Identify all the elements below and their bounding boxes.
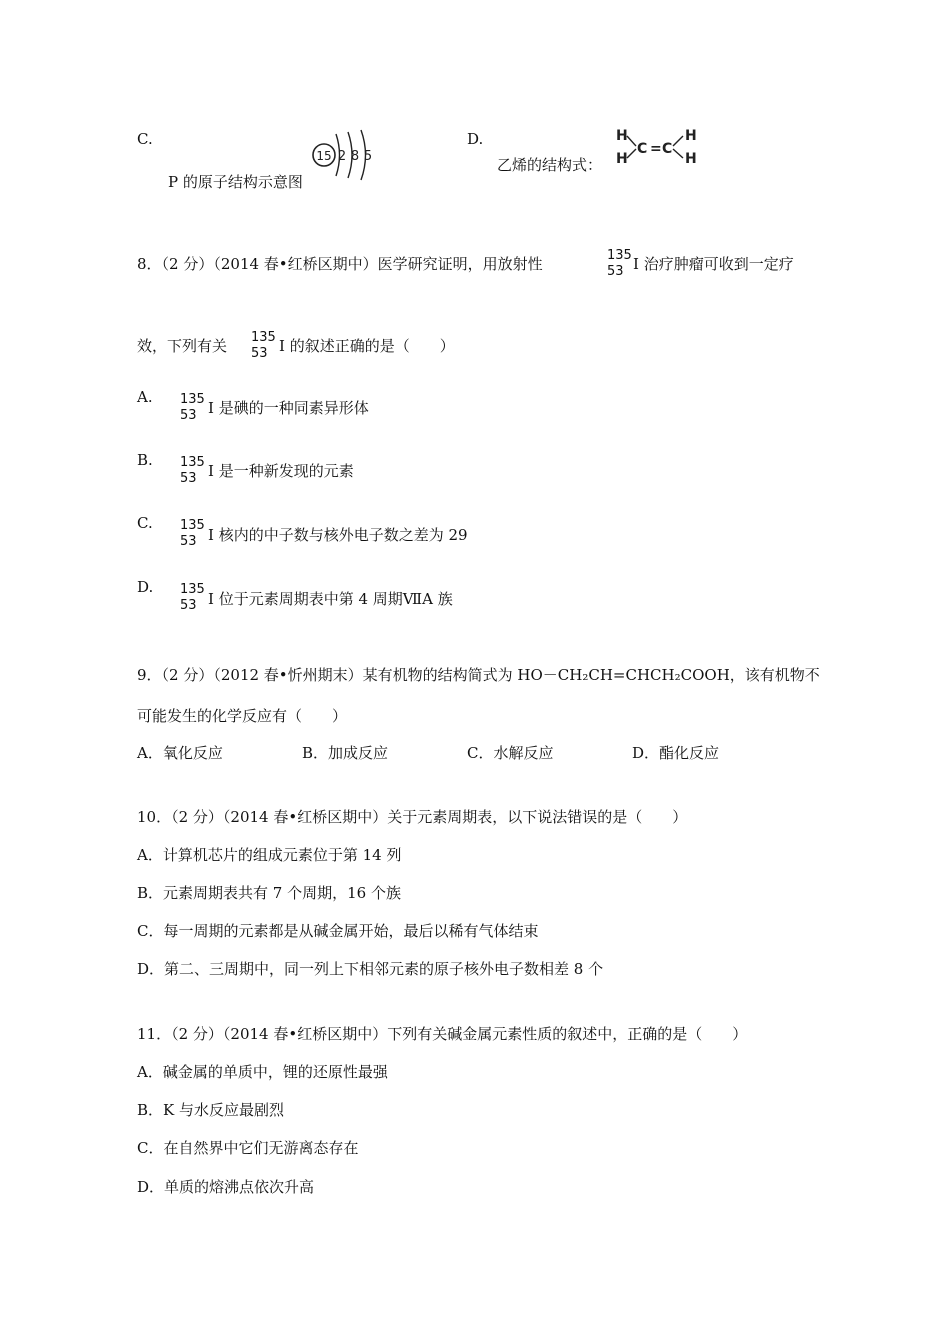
q7-option-d-letter: D.: [467, 130, 484, 148]
q8-stem-line1: 8．（2 分）（2014 春•红桥区期中）医学研究证明，用放射性: [137, 255, 543, 273]
mass-number: 135: [180, 455, 205, 470]
mass-number: 135: [180, 392, 205, 407]
double-bond: =: [650, 141, 662, 157]
q7-option-c-letter: C.: [137, 130, 153, 148]
q7-option-d-caption: 乙烯的结构式：: [497, 156, 603, 174]
q10-stem: 10．（2 分）（2014 春•红桥区期中）关于元素周期表，以下说法错误的是（ ）: [137, 808, 688, 826]
q8-option-a-text: I 是碘的一种同素异形体: [208, 399, 369, 417]
q8-stem-line1-end: I 治疗肿瘤可收到一定疗: [633, 255, 794, 273]
c-atom: C: [637, 141, 648, 157]
q9-option-a: A．氧化反应: [137, 744, 223, 762]
shell-2-electrons: 8: [350, 149, 360, 164]
q10-option-c: C．每一周期的元素都是从碱金属开始，最后以稀有气体结束: [137, 922, 539, 940]
h-atom: H: [616, 128, 628, 144]
p-atomic-structure-diagram: [310, 126, 380, 182]
h-atom: H: [616, 151, 628, 167]
q8-option-b-text: I 是一种新发现的元素: [208, 462, 354, 480]
q8-option-a-letter: A.: [137, 388, 153, 406]
q8-option-d-text: I 位于元素周期表中第 4 周期ⅦA 族: [208, 590, 453, 608]
q8-option-c-letter: C.: [137, 514, 153, 532]
q8-stem-line2-end: I 的叙述正确的是（ ）: [279, 337, 455, 355]
h-atom: H: [685, 151, 697, 167]
q11-option-b: B．K 与水反应最剧烈: [137, 1101, 284, 1119]
shell-3-electrons: 5: [363, 149, 373, 164]
q9-option-b: B．加成反应: [302, 744, 389, 762]
atomic-number: 53: [251, 346, 268, 361]
q7-option-c-caption: P 的原子结构示意图: [168, 173, 303, 191]
q10-option-a: A．计算机芯片的组成元素位于第 14 列: [137, 846, 402, 864]
q10-option-b: B．元素周期表共有 7 个周期，16 个族: [137, 884, 401, 902]
atomic-number: 53: [180, 598, 197, 613]
shell-1-electrons: 2: [337, 149, 347, 164]
ethylene-structural-formula: [610, 124, 702, 170]
q8-option-b-letter: B.: [137, 451, 153, 469]
atomic-number: 53: [180, 408, 197, 423]
c-atom: C: [662, 141, 673, 157]
mass-number: 135: [180, 582, 205, 597]
q8-option-c-text: I 核内的中子数与核外电子数之差为 29: [208, 526, 468, 544]
q11-option-d: D．单质的熔沸点依次升高: [137, 1178, 315, 1196]
mass-number: 135: [180, 518, 205, 533]
atomic-number: 53: [607, 264, 624, 279]
nucleus-charge: 15: [316, 149, 332, 163]
q9-stem-line2: 可能发生的化学反应有（ ）: [137, 707, 348, 725]
atomic-number: 53: [180, 471, 197, 486]
q9-stem-line1: 9．（2 分）（2012 春•忻州期末）某有机物的结构简式为 HO－CH₂CH=CHCH₂COOH，该有机物不: [137, 666, 820, 684]
q11-option-c: C．在自然界中它们无游离态存在: [137, 1139, 359, 1157]
q11-option-a: A．碱金属的单质中，锂的还原性最强: [137, 1063, 388, 1081]
q8-option-d-letter: D.: [137, 578, 154, 596]
q10-option-d: D．第二、三周期中，同一列上下相邻元素的原子核外电子数相差 8 个: [137, 960, 604, 978]
mass-number: 135: [251, 330, 276, 345]
q11-stem: 11．（2 分）（2014 春•红桥区期中）下列有关碱金属元素性质的叙述中，正确的是（ ）: [137, 1025, 748, 1043]
q8-stem-line2: 效，下列有关: [137, 337, 228, 355]
mass-number: 135: [607, 248, 632, 263]
atomic-number: 53: [180, 534, 197, 549]
q9-option-d: D．酯化反应: [632, 744, 720, 762]
q9-option-c: C．水解反应: [467, 744, 554, 762]
h-atom: H: [685, 128, 697, 144]
